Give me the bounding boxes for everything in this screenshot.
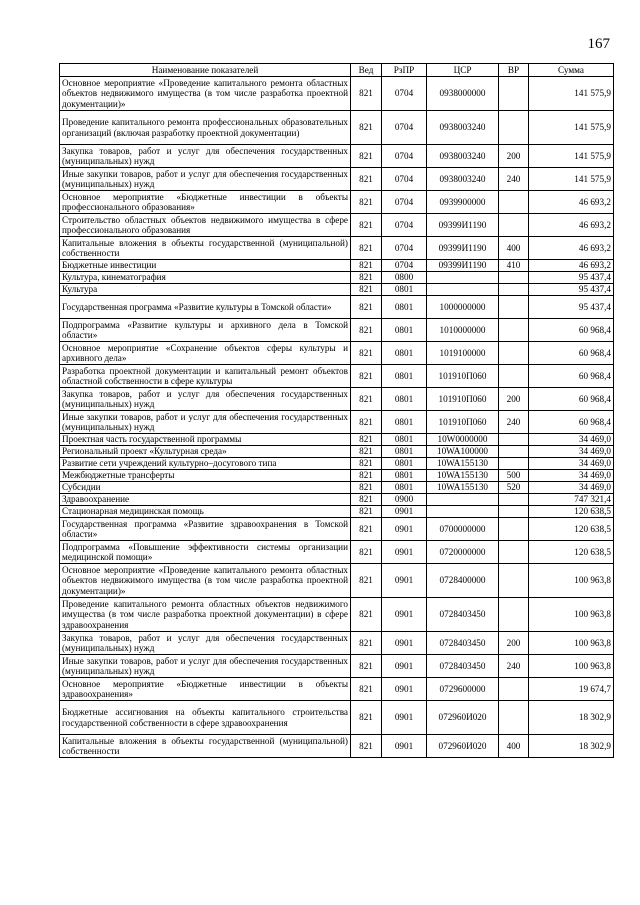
- cell-ved: 821: [351, 632, 382, 655]
- cell-rzpr: 0901: [382, 655, 427, 678]
- cell-rzpr: 0801: [382, 446, 427, 458]
- cell-ved: 821: [351, 470, 382, 482]
- cell-csr: 1000000000: [427, 296, 499, 319]
- cell-name: Бюджетные инвестиции: [60, 260, 351, 272]
- cell-vr: [499, 678, 529, 701]
- cell-rzpr: 0704: [382, 168, 427, 191]
- cell-csr: 09399И1190: [427, 237, 499, 260]
- cell-csr: 101910П060: [427, 365, 499, 388]
- cell-sum: 141 575,9: [529, 77, 614, 111]
- header-ved: Вед: [351, 64, 382, 77]
- cell-sum: 141 575,9: [529, 145, 614, 168]
- table-row: [60, 446, 614, 458]
- cell-csr: 10WA155130: [427, 482, 499, 494]
- cell-rzpr: 0901: [382, 564, 427, 598]
- budget-table: [59, 63, 614, 758]
- cell-vr: [499, 296, 529, 319]
- cell-vr: [499, 434, 529, 446]
- cell-sum: 46 693,2: [529, 237, 614, 260]
- table-row: [60, 237, 614, 260]
- cell-vr: [499, 319, 529, 342]
- cell-ved: 821: [351, 482, 382, 494]
- cell-csr: 10WA155130: [427, 458, 499, 470]
- cell-vr: 500: [499, 470, 529, 482]
- cell-ved: 821: [351, 342, 382, 365]
- cell-rzpr: 0901: [382, 541, 427, 564]
- cell-csr: 0700000000: [427, 518, 499, 541]
- cell-ved: 821: [351, 434, 382, 446]
- cell-ved: 821: [351, 145, 382, 168]
- table-header-row: [60, 64, 614, 77]
- cell-name: Культура, кинематография: [60, 272, 351, 284]
- table-row: [60, 598, 614, 632]
- cell-vr: [499, 365, 529, 388]
- table-row: [60, 494, 614, 506]
- cell-vr: 520: [499, 482, 529, 494]
- table-row: [60, 296, 614, 319]
- cell-sum: 100 963,8: [529, 564, 614, 598]
- cell-vr: 240: [499, 168, 529, 191]
- header-csr: ЦСР: [427, 64, 499, 77]
- cell-vr: [499, 494, 529, 506]
- table-row: [60, 388, 614, 411]
- cell-rzpr: 0801: [382, 319, 427, 342]
- table-row: [60, 168, 614, 191]
- cell-sum: 747 321,4: [529, 494, 614, 506]
- cell-name: Закупка товаров, работ и услуг для обеспечения государственных (муниципальных) нужд: [60, 632, 351, 655]
- cell-name: Строительство областных объектов недвижимого имущества в сфере профессионального образования: [60, 214, 351, 237]
- cell-ved: 821: [351, 411, 382, 434]
- table-row: [60, 342, 614, 365]
- cell-name: Межбюджетные трансферты: [60, 470, 351, 482]
- cell-rzpr: 0704: [382, 191, 427, 214]
- cell-ved: 821: [351, 678, 382, 701]
- cell-ved: 821: [351, 168, 382, 191]
- cell-name: Стационарная медицинская помощь: [60, 506, 351, 518]
- cell-vr: [499, 284, 529, 296]
- cell-rzpr: 0901: [382, 506, 427, 518]
- table-row: [60, 191, 614, 214]
- cell-sum: 60 968,4: [529, 388, 614, 411]
- cell-csr: 0728403450: [427, 598, 499, 632]
- cell-sum: 120 638,5: [529, 541, 614, 564]
- cell-ved: 821: [351, 237, 382, 260]
- table-row: [60, 564, 614, 598]
- cell-csr: 09399И1190: [427, 260, 499, 272]
- cell-sum: 18 302,9: [529, 701, 614, 735]
- cell-vr: [499, 564, 529, 598]
- cell-rzpr: 0801: [382, 388, 427, 411]
- cell-csr: 0720000000: [427, 541, 499, 564]
- cell-ved: 821: [351, 735, 382, 758]
- cell-ved: 821: [351, 541, 382, 564]
- cell-ved: 821: [351, 598, 382, 632]
- cell-name: Закупка товаров, работ и услуг для обеспечения государственных (муниципальных) нужд: [60, 388, 351, 411]
- table-row: [60, 678, 614, 701]
- table-row: [60, 482, 614, 494]
- table-row: [60, 260, 614, 272]
- cell-sum: 46 693,2: [529, 191, 614, 214]
- cell-csr: [427, 494, 499, 506]
- cell-ved: 821: [351, 506, 382, 518]
- table-row: [60, 434, 614, 446]
- cell-vr: [499, 518, 529, 541]
- cell-rzpr: 0801: [382, 342, 427, 365]
- cell-csr: 0728403450: [427, 632, 499, 655]
- cell-csr: 0938003240: [427, 145, 499, 168]
- cell-csr: 0938000000: [427, 77, 499, 111]
- table-row: [60, 111, 614, 145]
- cell-name: Разработка проектной документации и капитальный ремонт объектов областной собственности в сфере культуры: [60, 365, 351, 388]
- cell-name: Подпрограмма «Развитие культуры и архивного дела в Томской области»: [60, 319, 351, 342]
- cell-vr: [499, 272, 529, 284]
- cell-name: Развитие сети учреждений культурно–досугового типа: [60, 458, 351, 470]
- cell-sum: 60 968,4: [529, 342, 614, 365]
- table-body: [60, 77, 614, 758]
- cell-vr: [499, 701, 529, 735]
- cell-name: Иные закупки товаров, работ и услуг для обеспечения государственных (муниципальных) нужд: [60, 655, 351, 678]
- cell-vr: [499, 342, 529, 365]
- cell-csr: [427, 506, 499, 518]
- cell-rzpr: 0901: [382, 735, 427, 758]
- cell-name: Подпрограмма «Повышение эффективности системы организации медицинской помощи»: [60, 541, 351, 564]
- cell-name: Иные закупки товаров, работ и услуг для обеспечения государственных (муниципальных) нужд: [60, 168, 351, 191]
- cell-name: Основное мероприятие «Бюджетные инвестиции в объекты здравоохранения»: [60, 678, 351, 701]
- cell-sum: 141 575,9: [529, 168, 614, 191]
- cell-rzpr: 0901: [382, 632, 427, 655]
- page-number: 167: [587, 36, 610, 52]
- cell-sum: 100 963,8: [529, 632, 614, 655]
- table-row: [60, 458, 614, 470]
- cell-rzpr: 0801: [382, 296, 427, 319]
- cell-name: Субсидии: [60, 482, 351, 494]
- cell-csr: 0728400000: [427, 564, 499, 598]
- cell-ved: 821: [351, 458, 382, 470]
- cell-rzpr: 0704: [382, 214, 427, 237]
- cell-sum: 95 437,4: [529, 284, 614, 296]
- cell-vr: [499, 111, 529, 145]
- cell-csr: 10W0000000: [427, 434, 499, 446]
- cell-name: Закупка товаров, работ и услуг для обеспечения государственных (муниципальных) нужд: [60, 145, 351, 168]
- cell-name: Проведение капитального ремонта профессиональных образовательных организаций (включая разработку проектной документации): [60, 111, 351, 145]
- cell-sum: 18 302,9: [529, 735, 614, 758]
- cell-csr: 0939900000: [427, 191, 499, 214]
- cell-rzpr: 0801: [382, 482, 427, 494]
- cell-sum: 60 968,4: [529, 411, 614, 434]
- cell-rzpr: 0704: [382, 77, 427, 111]
- cell-rzpr: 0801: [382, 470, 427, 482]
- cell-name: Основное мероприятие «Проведение капитального ремонта областных объектов недвижимого имущества (в том числе разработка проектной документации)»: [60, 564, 351, 598]
- cell-ved: 821: [351, 77, 382, 111]
- cell-csr: [427, 272, 499, 284]
- cell-ved: 821: [351, 272, 382, 284]
- cell-name: Культура: [60, 284, 351, 296]
- table-row: [60, 214, 614, 237]
- cell-rzpr: 0901: [382, 598, 427, 632]
- table-row: [60, 145, 614, 168]
- cell-sum: 100 963,8: [529, 598, 614, 632]
- cell-rzpr: 0801: [382, 434, 427, 446]
- cell-vr: [499, 446, 529, 458]
- cell-ved: 821: [351, 494, 382, 506]
- cell-ved: 821: [351, 446, 382, 458]
- cell-csr: 072960И020: [427, 701, 499, 735]
- cell-rzpr: 0800: [382, 272, 427, 284]
- cell-ved: 821: [351, 260, 382, 272]
- cell-name: Государственная программа «Развитие здравоохранения в Томской области»: [60, 518, 351, 541]
- cell-csr: 0938003240: [427, 111, 499, 145]
- cell-name: Основное мероприятие «Бюджетные инвестиции в объекты профессионального образования»: [60, 191, 351, 214]
- cell-rzpr: 0704: [382, 260, 427, 272]
- table-row: [60, 470, 614, 482]
- cell-vr: 240: [499, 655, 529, 678]
- cell-name: Капитальные вложения в объекты государственной (муниципальной) собственности: [60, 237, 351, 260]
- cell-rzpr: 0801: [382, 411, 427, 434]
- cell-vr: [499, 458, 529, 470]
- cell-vr: [499, 541, 529, 564]
- table-row: [60, 518, 614, 541]
- cell-name: Капитальные вложения в объекты государственной (муниципальной) собственности: [60, 735, 351, 758]
- cell-csr: 1019100000: [427, 342, 499, 365]
- table-row: [60, 77, 614, 111]
- header-sum: Сумма: [529, 64, 614, 77]
- cell-vr: [499, 77, 529, 111]
- cell-vr: 240: [499, 411, 529, 434]
- cell-name: Государственная программа «Развитие культуры в Томской области»: [60, 296, 351, 319]
- cell-csr: 0729600000: [427, 678, 499, 701]
- cell-sum: 95 437,4: [529, 272, 614, 284]
- cell-vr: 410: [499, 260, 529, 272]
- cell-rzpr: 0704: [382, 145, 427, 168]
- cell-csr: 10WA100000: [427, 446, 499, 458]
- cell-vr: 200: [499, 632, 529, 655]
- cell-sum: 46 693,2: [529, 260, 614, 272]
- header-vr: ВР: [499, 64, 529, 77]
- cell-ved: 821: [351, 284, 382, 296]
- cell-csr: 0938003240: [427, 168, 499, 191]
- table-row: [60, 272, 614, 284]
- cell-ved: 821: [351, 655, 382, 678]
- table-row: [60, 365, 614, 388]
- cell-ved: 821: [351, 296, 382, 319]
- cell-csr: 0728403450: [427, 655, 499, 678]
- cell-ved: 821: [351, 365, 382, 388]
- cell-csr: 101910П060: [427, 411, 499, 434]
- cell-csr: 072960И020: [427, 735, 499, 758]
- cell-sum: 120 638,5: [529, 506, 614, 518]
- cell-sum: 60 968,4: [529, 319, 614, 342]
- cell-csr: [427, 284, 499, 296]
- cell-sum: 141 575,9: [529, 111, 614, 145]
- cell-vr: [499, 214, 529, 237]
- cell-csr: 10WA155130: [427, 470, 499, 482]
- cell-rzpr: 0901: [382, 678, 427, 701]
- cell-name: Бюджетные ассигнования на объекты капитального строительства государственной собственности в сфере здравоохранения: [60, 701, 351, 735]
- cell-name: Иные закупки товаров, работ и услуг для обеспечения государственных (муниципальных) нужд: [60, 411, 351, 434]
- cell-vr: 200: [499, 388, 529, 411]
- table-row: [60, 701, 614, 735]
- table-row: [60, 735, 614, 758]
- cell-vr: 400: [499, 237, 529, 260]
- cell-rzpr: 0704: [382, 111, 427, 145]
- cell-rzpr: 0801: [382, 284, 427, 296]
- cell-sum: 19 674,7: [529, 678, 614, 701]
- cell-rzpr: 0801: [382, 458, 427, 470]
- cell-rzpr: 0801: [382, 365, 427, 388]
- cell-vr: 200: [499, 145, 529, 168]
- cell-ved: 821: [351, 701, 382, 735]
- cell-rzpr: 0901: [382, 701, 427, 735]
- cell-csr: 101910П060: [427, 388, 499, 411]
- cell-ved: 821: [351, 191, 382, 214]
- cell-sum: 120 638,5: [529, 518, 614, 541]
- cell-sum: 34 469,0: [529, 446, 614, 458]
- cell-ved: 821: [351, 518, 382, 541]
- table-row: [60, 319, 614, 342]
- cell-sum: 95 437,4: [529, 296, 614, 319]
- cell-sum: 60 968,4: [529, 365, 614, 388]
- header-name: Наименование показателей: [60, 64, 351, 77]
- cell-sum: 34 469,0: [529, 482, 614, 494]
- cell-csr: 09399И1190: [427, 214, 499, 237]
- cell-sum: 34 469,0: [529, 434, 614, 446]
- header-rzpr: РзПР: [382, 64, 427, 77]
- cell-ved: 821: [351, 319, 382, 342]
- cell-sum: 34 469,0: [529, 470, 614, 482]
- cell-ved: 821: [351, 564, 382, 598]
- cell-vr: 400: [499, 735, 529, 758]
- table-row: [60, 632, 614, 655]
- cell-ved: 821: [351, 214, 382, 237]
- cell-sum: 46 693,2: [529, 214, 614, 237]
- cell-vr: [499, 506, 529, 518]
- cell-ved: 821: [351, 111, 382, 145]
- table-row: [60, 284, 614, 296]
- cell-csr: 1010000000: [427, 319, 499, 342]
- cell-sum: 100 963,8: [529, 655, 614, 678]
- cell-name: Региональный проект «Культурная среда»: [60, 446, 351, 458]
- cell-name: Проектная часть государственной программы: [60, 434, 351, 446]
- table-row: [60, 655, 614, 678]
- cell-name: Проведение капитального ремонта областных объектов недвижимого имущества (в том числе разработка проектной документации) в сфере здравоохранения: [60, 598, 351, 632]
- cell-rzpr: 0900: [382, 494, 427, 506]
- cell-ved: 821: [351, 388, 382, 411]
- table-row: [60, 541, 614, 564]
- table-row: [60, 506, 614, 518]
- cell-sum: 34 469,0: [529, 458, 614, 470]
- table-row: [60, 411, 614, 434]
- cell-rzpr: 0901: [382, 518, 427, 541]
- cell-rzpr: 0704: [382, 237, 427, 260]
- cell-vr: [499, 598, 529, 632]
- cell-name: Здравоохранение: [60, 494, 351, 506]
- cell-vr: [499, 191, 529, 214]
- cell-name: Основное мероприятие «Проведение капитального ремонта областных объектов недвижимого имущества (в том числе разработка проектной документации)»: [60, 77, 351, 111]
- cell-name: Основное мероприятие «Сохранение объектов сферы культуры и архивного дела»: [60, 342, 351, 365]
